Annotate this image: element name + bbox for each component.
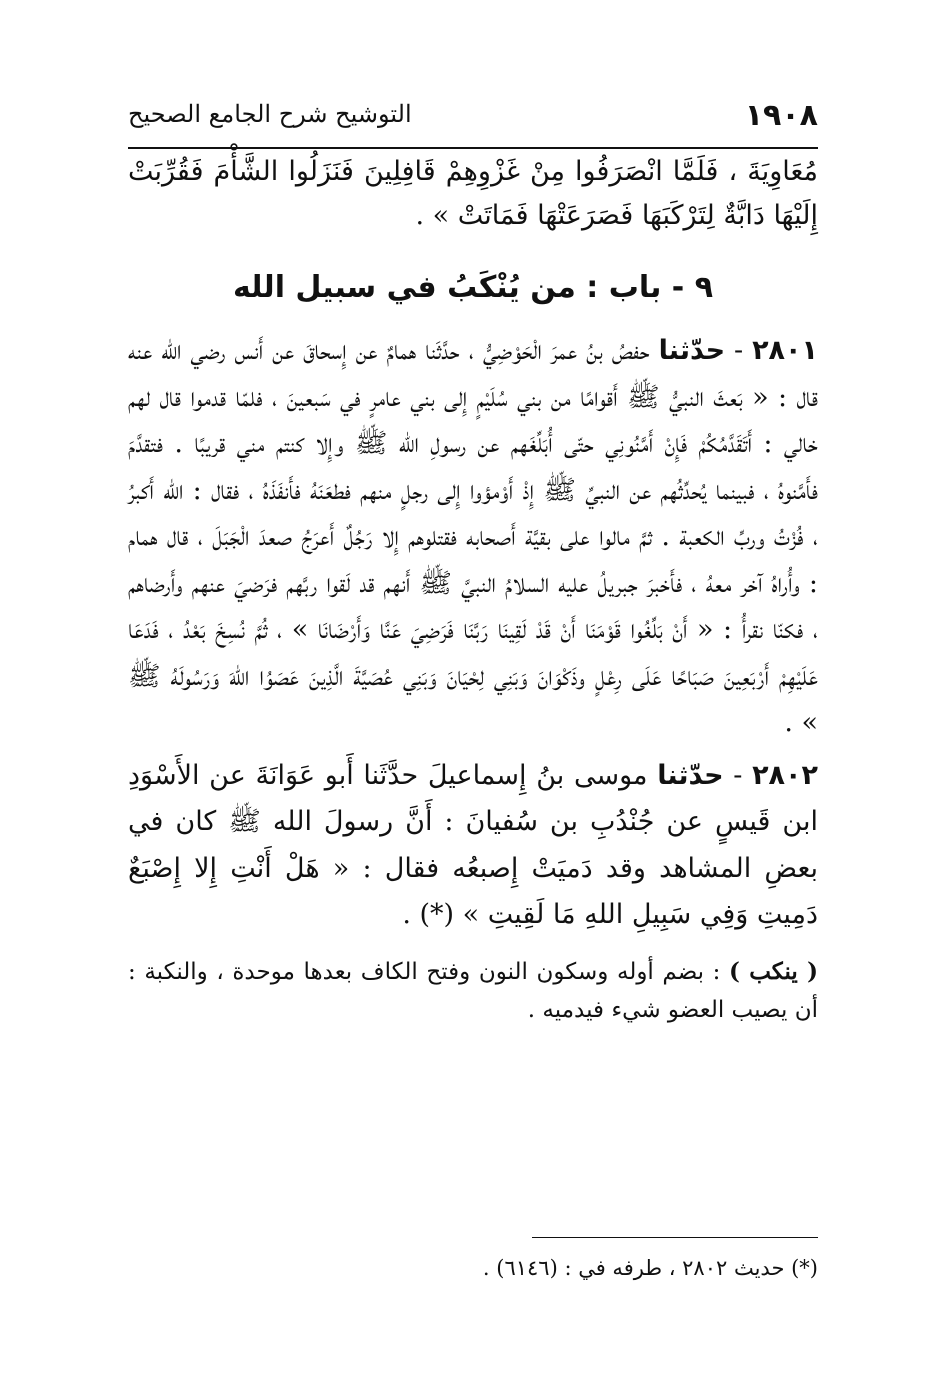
hadith-lead: حدّثنا: [658, 335, 726, 366]
chapter-heading: ٩ - باب : من يُنْكَبُ في سبيل الله: [232, 270, 714, 305]
hadith-number: ٢٨٠١: [752, 335, 818, 366]
page-number: ١٩٠٨: [744, 98, 818, 133]
hadith-number: ٢٨٠٢: [752, 759, 818, 791]
hadith-lead: حدّثنا: [657, 759, 724, 791]
hadith-2802: ٢٨٠٢ - حدّثنا موسى بنُ إِسماعيلَ حدَّثَنا أَبو عَوَانَةَ عن الأَسْوَدِ ابن قَيسٍ عن جُنْدُبِ بن سُفيانَ : أَنَّ رسولَ الله ﷺ كان في بعضِ المشاهد وقد دَميَتْ إِصبعُه فقال : « هَلْ أَنْتِ إِلا إِصْبَعٌ دَمِيتِ وَفِي سَبِيلِ اللهِ مَا لَقِيتِ » (*) .: [128, 759, 818, 930]
running-title: التوشيح شرح الجامع الصحيح: [128, 100, 412, 128]
gloss-term: ( ينكب ): [729, 957, 818, 985]
gloss-paragraph: [128, 953, 818, 1029]
hadith-text: موسى بنُ إِسماعيلَ حدَّثَنا أَبو عَوَانَةَ عن الأَسْوَدِ ابن قَيسٍ عن جُنْدُبِ بن سُفيانَ : أَنَّ رسولَ الله ﷺ كان في بعضِ المشاهد وقد دَميَتْ إِصبعُه فقال : « هَلْ أَنْتِ إِلا إِصْبَعٌ دَمِيتِ وَفِي سَبِيلِ اللهِ مَا لَقِيتِ » (*) .: [128, 759, 818, 930]
hadith-text: حفصُ بنُ عمرَ الْحَوْضِيُّ ، حدَّثَنا همامٌ عن إِسحاقَ عن أَنس رضي الله عنه قال : « بَعثَ النبيُّ ﷺ أَقوامًا من بني سُلَيْمٍ إِلى بني عامرٍ في سَبعينَ ، فلمّا قدموا قال لهم خالي : أَتَقَدَّمُكُمْ فَإِنْ أَمَّنُونِي حتّى أُبَلِّغَهم عن رسولِ الله ﷺ وإِلا كنتم مني قريبًا . فتقدَّمَ فأَمَّنوهُ ، فبينما يُحدِّثُهم عن النبيِّ ﷺ إِذْ أَوْمؤوا إِلى رجلٍ منهم فطعَنَهُ فأَنفَذَهُ ، فقال : الله أَكبرُ ، فُزْتُ وربِّ الكعبة . ثمَّ مالوا على بقيَّة أَصحابه فقتلوهم إِلا رَجُلٌ أَعرَجُ صعدَ الْجَبَلَ ، قال همام : وأُراهُ آخر معهُ ، فأَخبرَ جبريلُ عليه السلامُ النبيَّ ﷺ أَنهم قد لَقوا ربَّهم فرَضيَ عنهم وأَرضاهم ، فكنّا نقرأُ : « أَنْ بَلِّغُوا قَوْمَنَا أَنْ قَدْ لَقِينَا رَبَّنَا فَرَضِيَ عَنَّا وَأَرْضَانَا » ، ثُمَّ نُسِخَ بَعْدُ ، فَدَعَا عَلَيْهِمْ أَرْبَعِينَ صَبَاحًا عَلَى رِعْلٍ وذَكْوَانَ وَبَنِي لِحْيَانَ وَبَنِي عُصَيَّةَ الَّذِينَ عَصَوُا اللهَ وَرَسُولَهُ ﷺ » .: [128, 335, 818, 738]
hadith-2801: ٢٨٠١ - حدّثنا حفصُ بنُ عمرَ الْحَوْضِيُّ ، حدَّثَنا همامٌ عن إِسحاقَ عن أَنس رضي الله عنه قال : « بَعثَ النبيُّ ﷺ أَقوامًا من بني سُلَيْمٍ إِلى بني عامرٍ في سَبعينَ ، فلمّا قدموا قال لهم خالي : أَتَقَدَّمُكُمْ فَإِنْ أَمَّنُونِي حتّى أُبَلِّغَهم عن رسولِ الله ﷺ وإِلا كنتم مني قريبًا . فتقدَّمَ فأَمَّنوهُ ، فبينما يُحدِّثُهم عن النبيِّ ﷺ إِذْ أَوْمؤوا إِلى رجلٍ منهم فطعَنَهُ فأَنفَذَهُ ، فقال : الله أَكبرُ ، فُزْتُ وربِّ الكعبة . ثمَّ مالوا على بقيَّة أَصحابه فقتلوهم إِلا رَجُلٌ أَعرَجُ صعدَ الْجَبَلَ ، قال همام : وأُراهُ آخر معهُ ، فأَخبرَ جبريلُ عليه السلامُ النبيَّ ﷺ أَنهم قد لَقوا ربَّهم فرَضيَ عنهم وأَرضاهم ، فكنّا نقرأُ : « أَنْ بَلِّغُوا قَوْمَنَا أَنْ قَدْ لَقِينَا رَبَّنَا فَرَضِيَ عَنَّا وَأَرْضَانَا » ، ثُمَّ نُسِخَ بَعْدُ ، فَدَعَا عَلَيْهِمْ أَرْبَعِينَ صَبَاحًا عَلَى رِعْلٍ وذَكْوَانَ وَبَنِي لِحْيَانَ وَبَنِي عُصَيَّةَ الَّذِينَ عَصَوُا اللهَ وَرَسُولَهُ ﷺ » .: [128, 335, 818, 738]
header-rule: [128, 147, 818, 149]
footnote-rule: [532, 1237, 818, 1238]
main-text: [128, 150, 818, 1029]
gloss-text: : بضم أوله وسكون النون وفتح الكاف بعدها موحدة ، والنكبة : أن يصيب العضو شيء فيدميه .: [128, 958, 818, 1023]
footnote: (*) حديث ٢٨٠٢ ، طرفه في : (٦١٤٦) .: [482, 1256, 818, 1280]
page-header: [128, 92, 818, 142]
continuation-paragraph: مُعَاوِيَةَ ، فَلَمَّا انْصَرَفُوا مِنْ غَزْوِهِمْ قَافِلِينَ فَنَزَلُوا الشَّأْمَ فَقُرِّبَتْ إِلَيْهَا دَابَّةٌ لِتَرْكَبَهَا فَصَرَعَتْهَا فَمَاتَتْ » .: [128, 156, 818, 231]
